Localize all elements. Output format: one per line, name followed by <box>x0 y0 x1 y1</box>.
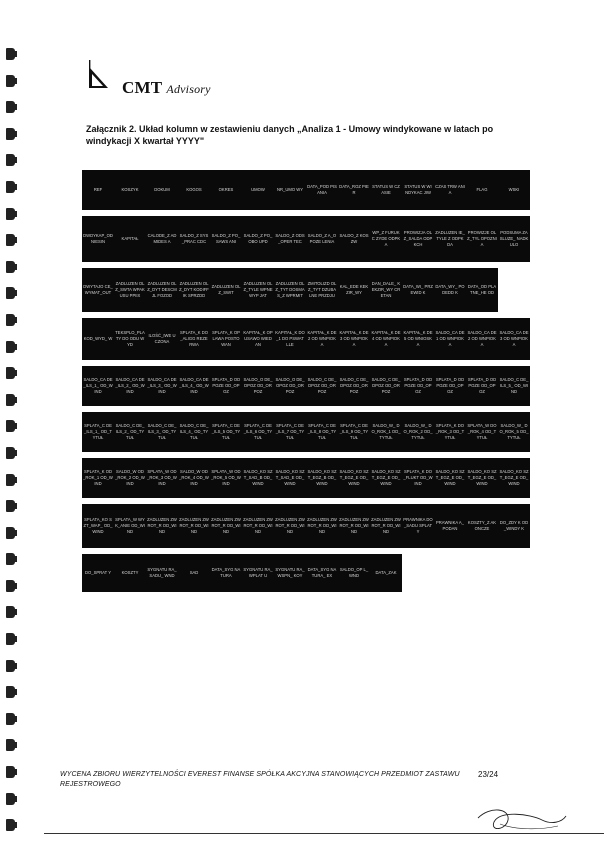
binder-hole <box>6 660 15 672</box>
table-band <box>82 504 530 548</box>
column-header-cell: STATUS W CZASIE <box>372 184 400 195</box>
binder-hole <box>6 261 15 273</box>
column-header-cell: SALDO_Z ODS_OPER TEC <box>275 233 305 244</box>
binder-hole <box>6 420 15 432</box>
column-header-cell: CALODE_Z ADMIDES A <box>147 233 177 244</box>
column-header-cell: SPLATA_C DE_ILS_5 OD_TYTUŁ <box>211 423 241 440</box>
binder-hole <box>6 713 15 725</box>
column-header-cell: ZMITOLIZD OLZ_TYT DZUBALNE PRZDJU <box>307 281 337 298</box>
column-header-cell: SYGNATU RA_SADU_ WND <box>147 567 177 578</box>
column-header-cell: SPLATA_W DO_ROK_4 OD_TYTUŁ <box>467 423 497 440</box>
column-header-cell: DO_ZDY K OD_WINDY K <box>499 520 529 531</box>
binder-hole <box>6 314 15 326</box>
column-header-cell: SALDO_CA DE_ILS_2_ OD_WIND <box>115 377 145 394</box>
binder-hole <box>6 793 15 805</box>
column-header-cell: UMOW <box>251 187 265 192</box>
column-header-cell: SAD <box>189 570 199 575</box>
column-header-cell: FLAG <box>476 187 488 192</box>
column-header-cell: SPLATA_C DE_ILS_9 OD_TYTUŁ <box>339 423 369 440</box>
column-header-cell: KAPITAŁ_K DE 3 OD WNPIOKA <box>339 330 369 347</box>
binder-hole <box>6 128 15 140</box>
column-header-cell: DWYTAJO CE_WYMAT_OUT <box>83 284 113 295</box>
column-header-cell: NR_UMO WY <box>276 187 304 192</box>
column-header-cell: KAPITAŁ_K DE 4 OD WNPIOKA <box>371 330 401 347</box>
bottom-rule <box>44 833 604 834</box>
column-header-cell: SALDO_O DE_DPOZ OD_ORPOZ <box>243 377 273 394</box>
column-header-cell: PROWIZJE OLZ_TYL OPOZNIA <box>467 230 497 247</box>
attachment-title: Załącznik 2. Układ kolumn w zestawieniu danych „Analiza 1 - Umowy windykowane w latach po windykacji X kwartał YYYY" <box>86 124 494 146</box>
column-header-cell: ZADLUZEN ZWROT_R OD_WIND <box>211 517 241 534</box>
column-header-cell: ZADLUZEN OLZ_DYT DESCMJL FOZOD <box>147 281 177 298</box>
column-header-cell: TEKSPLO_PLATY DO ODU WYD <box>115 330 145 347</box>
column-header-cell: SALDO_C DE_ILS_2_ OD_TYTUŁ <box>115 423 145 440</box>
binder-hole <box>6 101 15 113</box>
column-header-cell: SPLATA_K OPLAWA POSTOWAN <box>212 330 240 347</box>
column-header-cell: DATA_POD PISANIA <box>307 184 337 195</box>
column-header-cell: SALDO_CA DE_ILS_4_ OD_WIND <box>179 377 209 394</box>
column-header-cell: SALDO_O DE_OPOZ OD_ORPOZ <box>275 377 305 394</box>
column-header-cell: SALDO_W_ DO_ROK_5 OD_TYTUŁ <box>499 423 529 440</box>
company-logo <box>86 58 216 100</box>
column-header-cell: ZADLUZEN ZWROT_R OD_WIND <box>243 517 273 534</box>
binder-hole <box>6 447 15 459</box>
page-number: 23/24 <box>478 770 499 779</box>
column-header-cell: SYGNATU RA_WPLAT U <box>243 567 273 578</box>
table-band <box>82 412 530 452</box>
column-header-cell: SALDO_C DE_ILS_4_ OD_TYTUŁ <box>179 423 209 440</box>
binder-hole <box>6 739 15 751</box>
binder-hole <box>6 766 15 778</box>
column-header-cell: PRAWNIKA DO_SADU SPLATY <box>403 517 433 534</box>
column-header-cell: SALDO_C DE_ILS_5_ OD_WIND <box>499 377 529 394</box>
column-header-cell: CZAS TRW ANIA <box>435 184 465 195</box>
binder-hole <box>6 633 15 645</box>
column-header-cell: ZADLUZEN ZWROT_R OD_WIND <box>307 517 337 534</box>
binder-hole <box>6 527 15 539</box>
column-header-cell: DOKUM <box>154 187 170 192</box>
column-header-cell: SALDO_KO SZT_SAD_E OD_WIND <box>275 469 305 486</box>
binder-hole <box>6 686 15 698</box>
brand-name: CMT Advisory <box>122 78 211 97</box>
column-header-cell: SALDO_W OD_ROK_2 OD_WIND <box>115 469 145 486</box>
column-header-cell: SALDO_CA DE_ILS_1_ OD_WIND <box>83 377 113 394</box>
binder-hole <box>6 819 15 831</box>
column-header-cell: KOSZYK <box>121 187 139 192</box>
column-header-cell: ZADLUZEN OLZ_SWTA WPAKUSU PPIIX <box>115 281 145 298</box>
column-header-cell: SPLATA_D ODPOZE OD_OPOZ <box>211 377 241 394</box>
column-header-cell: ZADLUZEN ZWROT_R OD_WIND <box>371 517 401 534</box>
binder-hole <box>6 394 15 406</box>
column-header-cell: SALDO_CA DE 3 OD WNPIOKA <box>499 330 529 347</box>
column-header-cell: SALDO_KO SZT_SAD_B OD_WIND <box>243 469 273 486</box>
table-band <box>82 268 498 312</box>
binder-hole <box>6 48 15 60</box>
binder-hole <box>6 154 15 166</box>
column-header-cell: KOGOS <box>186 187 202 192</box>
binder-hole <box>6 553 15 565</box>
column-header-cell: SPLATA_K DO_ALIGG REZERWA <box>179 330 208 347</box>
binder-hole <box>6 500 15 512</box>
column-header-cell: SALDO_C DE_DPOZ OD_ORPOZ <box>339 377 369 394</box>
binder-hole <box>6 181 15 193</box>
column-header-cell: WSKI <box>508 187 520 192</box>
column-header-cell: ZADLUZEN ZWROT_R OD_WIND <box>275 517 305 534</box>
column-header-cell: PODSUMA ZASLUZE_ NADKULO <box>499 230 529 247</box>
column-header-cell: KAPITAŁ_K DE 5 OD WNIOSKA <box>403 330 433 347</box>
column-header-cell: SALDO_KO SZT_EGZ_E OD_WIND <box>467 469 497 486</box>
column-header-cell: ZADLUZEN ZWROT_R OD_WIND <box>147 517 177 534</box>
column-header-cell: DATA_SYG NATURA_ EX <box>307 567 337 578</box>
logo-mark-icon <box>86 58 112 92</box>
column-header-cell: SPLATA_C DE_ILS_6 OD_TYTUŁ <box>243 423 273 440</box>
column-layout-table <box>82 170 530 598</box>
column-header-cell: STATUS W WINDYKAC JIW <box>404 184 432 195</box>
column-header-cell: SALDO_W_ DO_ROK_2 OD_TYTUŁ <box>403 423 433 440</box>
column-header-cell: SALDO_KO SZT_EGZ_E OD_WIND <box>371 469 401 486</box>
column-header-cell: ZADLUZEN OLZ_SWIT <box>211 284 241 295</box>
column-header-cell: SALDO_OP L_WND <box>339 567 369 578</box>
column-header-cell: REF <box>93 187 103 192</box>
column-header-cell: OKRES <box>218 187 234 192</box>
column-header-cell: SPLATA_C DE_ILS_1_ OD_TYTUŁ <box>84 423 112 440</box>
column-header-cell: DATA_OD PLATNE_HE OD <box>467 284 497 295</box>
column-header-cell: DATA_WY_ PODEDD K <box>435 284 465 295</box>
table-band <box>82 170 530 210</box>
column-header-cell: DATA_ROZ PIER <box>339 184 369 195</box>
column-header-cell: SALDO_CA DE 1 OD WNPIOKA <box>435 330 465 347</box>
column-header-cell: SPLATA_C DE_ILS_8 OD_TYTUŁ <box>307 423 337 440</box>
column-header-cell: ZADLUZEN OLZ_DYT KODIFFIK SPRZDD <box>179 281 209 298</box>
column-header-cell: SALDO_C DE_ILS_3_ OD_TYTUŁ <box>147 423 177 440</box>
column-header-cell: DWDYKAP_ODNIESIN <box>83 233 113 244</box>
column-header-cell: PRAWNIKA A_PODAN <box>435 520 464 531</box>
column-header-cell: SALDO_Z KOSZW <box>339 233 369 244</box>
column-header-cell: SALDO_Z A_OPOZE LENIA <box>307 233 337 244</box>
binder-hole <box>6 208 15 220</box>
table-band <box>82 318 530 360</box>
column-header-cell: SALDO_C DE_DPOZ OD_ORPOZ <box>371 377 401 394</box>
binder-hole <box>6 367 15 379</box>
column-header-cell: KOSZTY <box>121 570 139 575</box>
column-header-cell: ZADLUZEN OLZ_TYT DOSMAS_Z WPRMIT <box>275 281 305 298</box>
column-header-cell: KAPITAŁ_K DO_1 DO PSWATLLE <box>275 330 305 347</box>
column-header-cell: KOD_WYD_ W <box>83 336 113 341</box>
column-header-cell: SALDO_KO SZT_EGZ_E OD_WIND <box>499 469 529 486</box>
binder-hole <box>6 474 15 486</box>
column-header-cell: SALDO_Z PO_SAWS ANI <box>211 233 241 244</box>
handwritten-signature <box>470 800 570 840</box>
column-header-cell: ZADLUZEN OLZ_TYLE WPNEWYP JAT <box>243 281 273 298</box>
binder-hole <box>6 341 15 353</box>
column-header-cell: ZADLUZEN IE_TYLE Z ODPKDA <box>435 230 465 247</box>
column-header-cell: KAPITAŁ_K DE 2 OD WNPIOKA <box>307 330 337 347</box>
column-header-cell: SALDO_W OD_ROK_4 OD_WIND <box>179 469 209 486</box>
column-header-cell: SPLATA_K OD_ROK_1 OD_WIND <box>83 469 113 486</box>
column-header-cell: SPLATA_W OD_ROK_5 OD_WIND <box>211 469 241 486</box>
column-header-cell: SALDO_KO SZT_EGZ_E OD_WIND <box>435 469 465 486</box>
column-header-cell: SPLATA_W WYK_ANIE OD_WIND <box>115 517 145 534</box>
column-header-cell: KAPITAŁ_K OPUSAWO WIEDAN <box>243 330 273 347</box>
column-header-cell: SALDO_Z PO_OBO UPD <box>243 233 273 244</box>
column-header-cell: SALDO_CA DE 2 OD WNPIOKA <box>467 330 497 347</box>
column-header-cell: SALDO_C DE_DPOZ OD_ORPOZ <box>307 377 337 394</box>
column-header-cell: DAN_DALE_ KEKZIR_WY CRETAN <box>371 281 401 298</box>
column-header-cell: KOSZTY_Z AKONCZE <box>467 520 497 531</box>
binder-hole <box>6 580 15 592</box>
column-header-cell: PROWIZJA OLZ_SALDA ODPKCH <box>403 230 433 247</box>
column-header-cell: SPLATA_K DO_ROK_3 OD_TYTUŁ <box>435 423 465 440</box>
binder-hole <box>6 287 15 299</box>
column-header-cell: SPLATA_C DE_ILS_7 OD_TYTUŁ <box>275 423 305 440</box>
column-header-cell: SPLATA_D ODPOZE OD_OPOZ <box>467 377 497 394</box>
column-header-cell: SPLATA_D ODPOZE OD_OPOZ <box>435 377 465 394</box>
table-band <box>82 366 530 406</box>
table-band <box>82 216 530 262</box>
column-header-cell: SALDO_W_ DO_ROK_1 OD_TYTUŁ <box>371 423 401 440</box>
table-band <box>82 458 530 498</box>
column-header-cell: DATA_SYG NATURA <box>211 567 241 578</box>
column-header-cell: SPLATA_KO SZT_WAP_ OD_WIND <box>83 517 113 534</box>
column-header-cell: SPLATA_K DO_FLUKT OD_WIND <box>403 469 433 486</box>
column-header-cell: SALDO_KO SZT_EGZ_E OD_WIND <box>339 469 369 486</box>
column-header-cell: SALDO_KO SZT_EGZ_B OD_WIND <box>307 469 337 486</box>
column-header-cell: DATA_ZAK <box>375 570 397 575</box>
column-header-cell: DATA_WI_ PRZEWID K <box>403 284 433 295</box>
column-header-cell: KAPITAŁ <box>121 236 139 241</box>
column-header-cell: DO_SPRAT Y <box>84 570 112 575</box>
column-header-cell: SALDO_CA DE_ILS_3_ OD_WIND <box>147 377 177 394</box>
column-header-cell: ILOŚĆ_IWE UCZONA <box>148 333 176 344</box>
column-header-cell: SPLATA_W OD_ROK_3 OD_WIND <box>147 469 177 486</box>
column-header-cell: SALDO_Z SYS_PRAC CDC <box>179 233 209 244</box>
column-header-cell: SYGNATU RA_WSPN_ KOY <box>275 567 305 578</box>
binder-hole <box>6 234 15 246</box>
column-header-cell: KAL_EDE KEKZIR_WY <box>339 284 369 295</box>
footer-text: WYCENA ZBIORU WIERZYTELNOŚCI EVEREST FINANSE SPÓŁKA AKCYJNA STANOWIĄCYCH PRZEDMIOT ZASTAWU REJESTROWEGO <box>60 771 460 788</box>
column-header-cell: ZADLUZEN ZWROT_R OD_WIND <box>179 517 209 534</box>
column-header-cell: ZADLUZEN ZWROT_R OD_WIND <box>339 517 369 534</box>
table-band <box>82 554 402 592</box>
column-header-cell: WP_Z FURUKC ZYDE ODPKA <box>371 230 401 247</box>
column-header-cell: SPLATA_D ODPOZE OD_OPOZ <box>403 377 433 394</box>
binder-hole <box>6 606 15 618</box>
binder-hole <box>6 75 15 87</box>
binder-holes <box>6 48 22 846</box>
